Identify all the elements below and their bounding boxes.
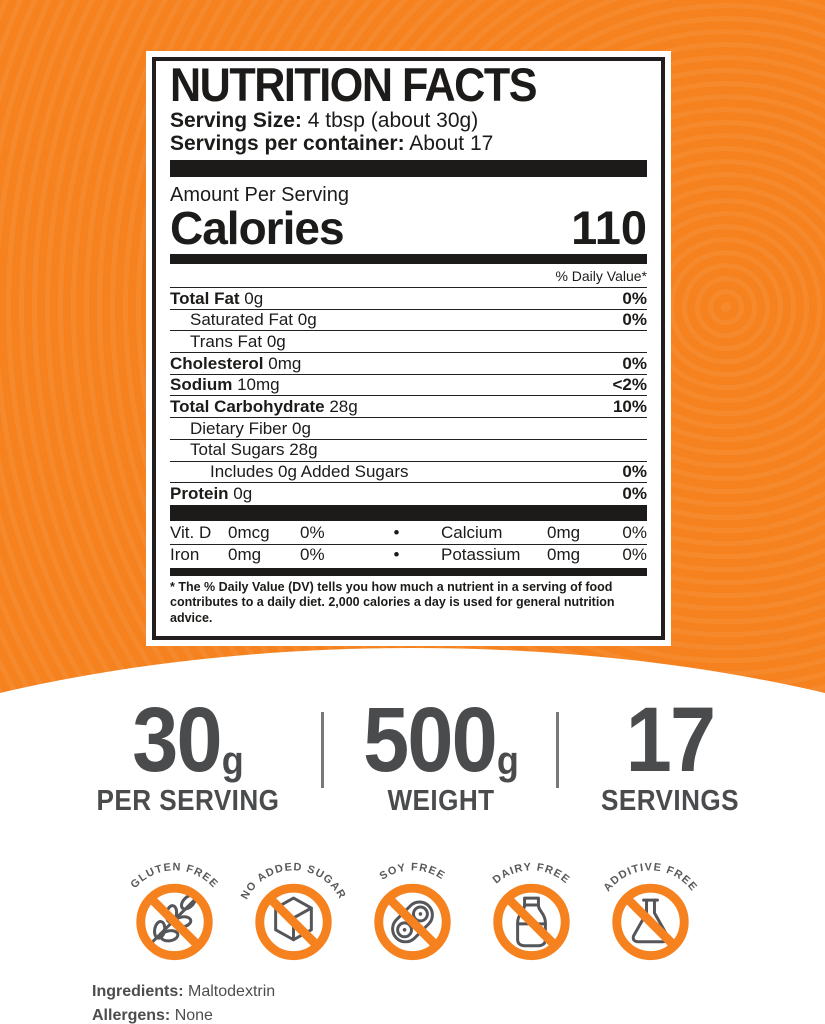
nutrient-daily-value: 0% bbox=[622, 353, 647, 373]
allergens-label: Allergens: bbox=[92, 1007, 171, 1024]
stat-label: WEIGHT bbox=[387, 785, 495, 817]
stat-servings bbox=[600, 689, 740, 818]
nutrient-row bbox=[170, 461, 647, 483]
stat-number: 30 bbox=[132, 689, 221, 791]
daily-value-header: % Daily Value* bbox=[555, 268, 647, 284]
label-title: NUTRITION FACTS bbox=[170, 58, 537, 112]
ingredients-block bbox=[92, 980, 275, 1024]
nutrient-row bbox=[170, 330, 647, 352]
flask-icon bbox=[591, 850, 710, 970]
nutrient-name: Cholesterol 0mg bbox=[170, 353, 302, 373]
micro-cell: Iron bbox=[170, 545, 200, 565]
ingredients-label: Ingredients: bbox=[92, 983, 184, 1000]
calories-label: Calories bbox=[170, 202, 344, 254]
nutrient-daily-value: 0% bbox=[622, 483, 647, 503]
nutrient-name: Saturated Fat 0g bbox=[190, 310, 317, 330]
stat-number: 500 bbox=[363, 689, 496, 791]
nutrient-row bbox=[170, 309, 647, 331]
stat-weight bbox=[363, 689, 519, 818]
micro-cell: 0mg bbox=[228, 545, 262, 565]
nutrient-daily-value: <2% bbox=[612, 375, 647, 395]
calories-row bbox=[170, 201, 647, 254]
nutrient-name: Dietary Fiber 0g bbox=[190, 418, 311, 438]
nutrient-row bbox=[170, 439, 647, 461]
allergens-line bbox=[92, 1004, 275, 1024]
divider-bar-thin bbox=[170, 568, 647, 576]
servings-value: About 17 bbox=[409, 132, 494, 155]
stat-divider bbox=[321, 712, 324, 788]
stat-value bbox=[601, 689, 739, 791]
sugar-cube-icon bbox=[234, 850, 353, 970]
servings-per-container-line bbox=[170, 132, 647, 155]
nutrient-table bbox=[170, 287, 647, 504]
micro-cell: 0mcg bbox=[228, 523, 270, 543]
divider-bar-thick-2 bbox=[170, 505, 647, 521]
badge-additive-free bbox=[591, 850, 710, 970]
nutrition-facts-label bbox=[152, 57, 665, 640]
ingredients-line bbox=[92, 980, 275, 1004]
calories-value: 110 bbox=[571, 201, 647, 254]
nutrient-daily-value: 0% bbox=[622, 310, 647, 330]
nutrient-row bbox=[170, 395, 647, 417]
nutrient-row bbox=[170, 352, 647, 374]
nutrient-name: Sodium 10mg bbox=[170, 375, 280, 395]
badges-row bbox=[0, 850, 825, 970]
serving-size-line bbox=[170, 109, 647, 132]
micronutrient-row bbox=[170, 544, 647, 566]
stat-divider bbox=[556, 712, 559, 788]
nutrient-row bbox=[170, 417, 647, 439]
micro-cell: 0% bbox=[622, 545, 647, 565]
svg-text:SOY FREE: SOY FREE bbox=[377, 861, 448, 883]
micro-cell: Vit. D bbox=[170, 523, 212, 543]
micro-cell: • bbox=[393, 545, 400, 565]
badge-no-added-sugar bbox=[234, 850, 353, 970]
stat-unit: g bbox=[496, 739, 519, 783]
stat-per-serving bbox=[96, 689, 280, 818]
micro-cell: 0mg bbox=[547, 523, 581, 543]
nutrient-name: Protein 0g bbox=[170, 483, 253, 503]
ingredients-value: Maltodextrin bbox=[188, 983, 276, 1000]
stat-value bbox=[97, 689, 280, 791]
micro-cell: 0% bbox=[300, 545, 325, 565]
badge-gluten-free bbox=[115, 850, 234, 970]
micro-cell: Calcium bbox=[441, 523, 503, 543]
badge-soy-free bbox=[353, 850, 472, 970]
nutrient-daily-value: 0% bbox=[622, 288, 647, 308]
nutrient-daily-value: 0% bbox=[622, 462, 647, 482]
micro-cell: 0% bbox=[300, 523, 325, 543]
svg-text:GLUTEN FREE: GLUTEN FREE bbox=[128, 861, 221, 891]
nutrient-name: Trans Fat 0g bbox=[190, 331, 286, 351]
stat-value bbox=[363, 689, 519, 791]
micro-cell: 0mg bbox=[547, 545, 581, 565]
nutrient-name: Total Fat 0g bbox=[170, 288, 264, 308]
nutrient-row bbox=[170, 287, 647, 309]
nutrient-name: Includes 0g Added Sugars bbox=[210, 462, 409, 482]
divider-bar-medium bbox=[170, 254, 647, 264]
stat-number: 17 bbox=[625, 689, 715, 791]
serving-size-value: 4 tbsp (about 30g) bbox=[307, 109, 479, 132]
serving-size-label: Serving Size: bbox=[170, 109, 302, 132]
micro-cell: • bbox=[393, 523, 400, 543]
stat-label: SERVINGS bbox=[600, 785, 740, 817]
micronutrient-row bbox=[170, 523, 647, 544]
svg-text:DAIRY FREE: DAIRY FREE bbox=[490, 861, 573, 887]
allergens-value: None bbox=[174, 1007, 213, 1024]
nutrient-name: Total Carbohydrate 28g bbox=[170, 397, 358, 417]
micro-cell: 0% bbox=[622, 523, 647, 543]
stat-label: PER SERVING bbox=[96, 785, 280, 817]
badge-dairy-free bbox=[472, 850, 591, 970]
servings-label: Servings per container: bbox=[170, 132, 405, 155]
soy-pod-icon bbox=[353, 850, 472, 970]
micronutrient-table bbox=[170, 523, 647, 566]
milk-bottle-icon bbox=[472, 850, 591, 970]
micro-cell: Potassium bbox=[441, 545, 521, 565]
svg-text:NO ADDED SUGAR: NO ADDED SUGAR bbox=[238, 861, 349, 902]
daily-value-footnote: * The % Daily Value (DV) tells you how much a nutrient in a serving of food contributes to a daily diet. 2,000 calories a day is used for general nutrition advice. bbox=[170, 579, 615, 625]
amount-per-serving: Amount Per Serving bbox=[170, 184, 349, 206]
wheat-icon bbox=[115, 850, 234, 970]
nutrient-row bbox=[170, 374, 647, 396]
svg-text:ADDITIVE FREE: ADDITIVE FREE bbox=[601, 861, 700, 894]
nutrient-row bbox=[170, 482, 647, 504]
divider-bar-thick bbox=[170, 160, 647, 177]
stat-unit: g bbox=[221, 739, 244, 783]
nutrient-daily-value: 10% bbox=[612, 397, 647, 417]
nutrient-name: Total Sugars 28g bbox=[190, 440, 318, 460]
